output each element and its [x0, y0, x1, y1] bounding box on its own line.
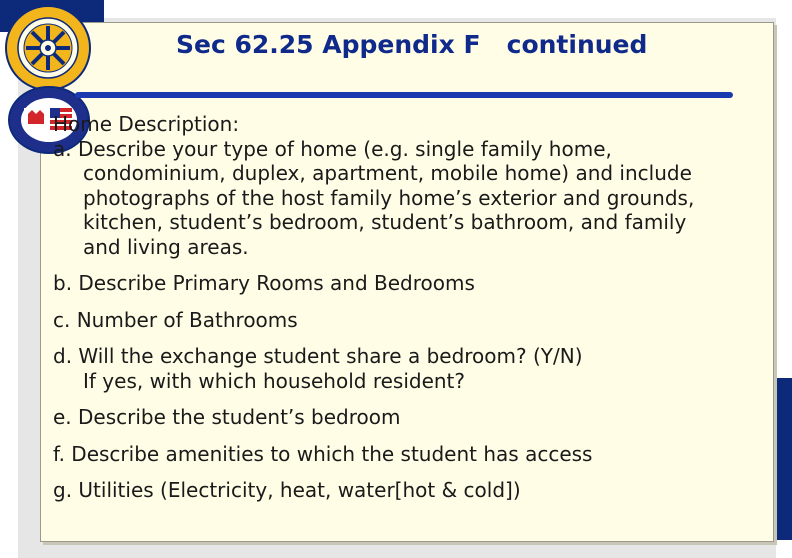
item-a-line-1: a. Describe your type of home (e.g. single family home,: [53, 136, 612, 161]
content-list: [53, 112, 753, 503]
section-heading: Home Description:: [53, 112, 240, 136]
item-d-line-2: If yes, with which household resident?: [83, 368, 466, 393]
item-a-line-3: photographs of the host family home’s exterior and grounds,: [83, 185, 695, 210]
item-d-line-1: d. Will the exchange student share a bedroom? (Y/N): [53, 344, 583, 368]
slide-title: Sec 62.25 Appendix F continued: [176, 30, 648, 59]
item-e: e. Describe the student’s bedroom: [53, 405, 401, 429]
item-f: f. Describe amenities to which the student has access: [53, 441, 593, 466]
item-g: g. Utilities (Electricity, heat, water[hot & cold]): [53, 478, 521, 502]
item-a-line-2: condominium, duplex, apartment, mobile home) and include: [83, 161, 692, 185]
item-a-line-5: and living areas.: [83, 234, 249, 259]
rotary-wheel-logo: [4, 4, 92, 92]
title-underline-rule: [75, 92, 733, 98]
item-a-line-4: kitchen, student’s bedroom, student’s bathroom, and family: [83, 210, 687, 234]
item-c: c. Number of Bathrooms: [53, 307, 298, 332]
item-b: b. Describe Primary Rooms and Bedrooms: [53, 271, 475, 295]
